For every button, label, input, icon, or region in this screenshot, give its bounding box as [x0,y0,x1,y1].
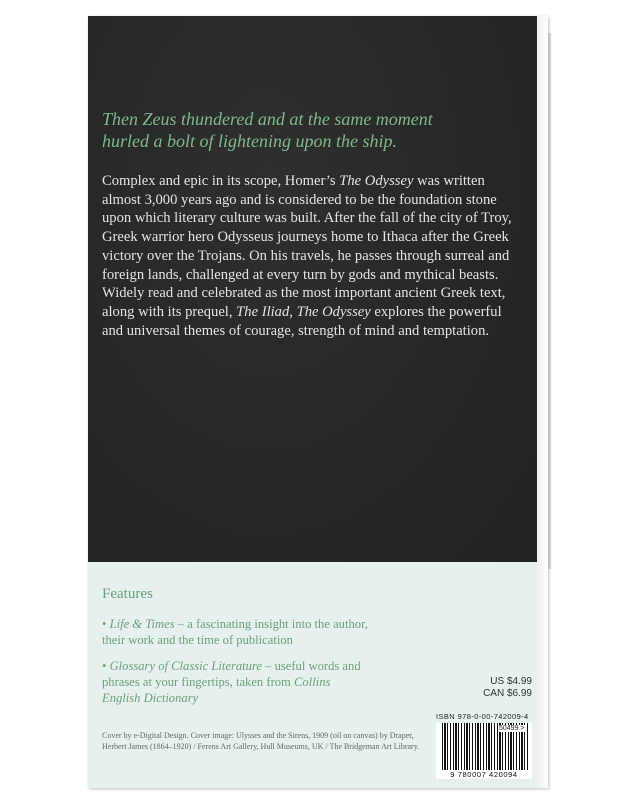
blurb-title-odyssey: The Odyssey [339,173,414,189]
feature-item-life-times: • Life & Times – a fascinating insight into the author, their work and the time of publication [102,617,368,647]
price-can: CAN $6.99 [483,688,532,699]
price-us: US $4.99 [490,676,532,687]
quote-line-2: hurled a bolt of lightening upon the ship. [102,131,397,151]
features-heading: Features [102,586,153,602]
blurb-text [102,172,526,340]
blurb-part: explores the powerful and universal themes of courage, strength of mind and temptation. [102,303,502,339]
blurb-part: , [289,303,297,320]
blurb-title-odyssey: The Odyssey [296,303,371,320]
blurb-part: was written almost 3,000 years ago and is considered to be the foundation stone upon which literary culture was built. After the fall of the city of Troy, Greek warrior hero Odysseus journeys home to Ithaca after the Greek victory over the Trojans. On his travels, he passes through surreal and foreign lands, challenged at every turn by gods and mythical beasts. Widely read and celebrated as the most important ancient Greek text, along with its prequel, [102,173,512,320]
isbn-label: ISBN 978-0-00-742009-4 [436,712,529,721]
barcode-digits: 9 780007 420094 [436,770,532,779]
feature-title: Life & Times [109,617,175,631]
barcode-addon: 50499 > [499,725,525,732]
feature-text: – a fascinating insight into the author, their work and the time of publication [102,617,368,647]
quote-line-1: Then Zeus thundered and at the same moment [102,109,433,129]
feature-source: Collins English Dictionary [102,675,331,705]
feature-title: Glossary of Classic Literature [109,659,262,673]
blurb-part: Complex and epic in its scope, Homer’s [102,173,340,189]
feature-item-glossary: • Glossary of Classic Literature – useful words and phrases at your fingertips, taken from Collins English Dictionary [102,659,361,705]
barcode [436,723,532,779]
feature-text: – useful words and phrases at your fingertips, taken from [102,659,361,689]
book-back-cover [88,16,548,788]
blurb-title-iliad: The Iliad [236,303,290,320]
pull-quote [102,108,522,152]
page-block [537,16,548,788]
cover-credit: Cover by e-Digital Design. Cover image: Ulysses and the Sirens, 1909 (oil on canvas) by Draper, Herbert James (1864–1920) / Ferens Art Gallery, Hull Museums, UK / The Bridgeman Art Library. [102,731,420,751]
